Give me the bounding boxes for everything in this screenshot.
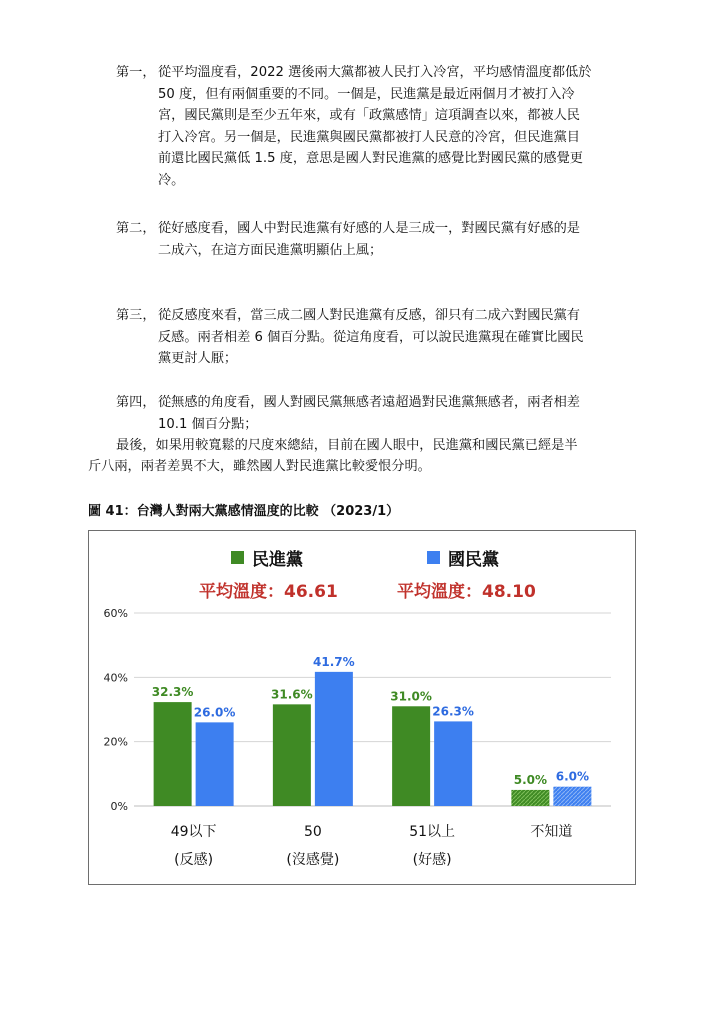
text-line: 10.1 個百分點；	[158, 416, 258, 432]
y-tick-label: 40%	[103, 671, 128, 685]
x-tick-sublabel: (沒感覺)	[286, 852, 340, 868]
y-tick-label: 60%	[103, 607, 128, 620]
x-tick-label: 50	[303, 824, 322, 840]
paragraph-lead: 第三，	[116, 308, 156, 323]
bar-chart	[89, 531, 635, 884]
bar	[273, 704, 311, 806]
paragraph-1	[116, 62, 636, 192]
figure-caption: 圖 41：台灣人對兩大黨感情溫度的比較 （2023/1）	[88, 504, 400, 519]
bar	[154, 702, 192, 806]
data-label: 41.7%	[313, 654, 355, 669]
bar	[511, 790, 549, 806]
paragraph-lead: 第二，	[116, 221, 156, 236]
paragraph-4	[116, 392, 636, 436]
x-tick-sublabel: (反感)	[174, 852, 214, 868]
paragraph-lead: 第四，	[116, 395, 156, 410]
closing-line-1: 最後，如果用較寬鬆的尺度來總結，目前在國人眼中，民進黨和國民黨已經是半	[116, 438, 578, 453]
chart-frame	[88, 530, 636, 885]
data-label: 31.6%	[271, 687, 313, 702]
legend-label: 國民黨	[448, 550, 499, 570]
data-label: 32.3%	[151, 685, 194, 700]
legend-label: 民進黨	[252, 550, 303, 570]
bar	[434, 721, 472, 806]
data-label: 26.3%	[432, 704, 474, 719]
bar	[315, 672, 353, 806]
paragraph-lead: 第一，	[116, 65, 156, 80]
text-line: 從平均溫度看，2022 選後兩大黨都被人民打入冷宮，平均感情溫度都低於	[158, 65, 592, 80]
y-tick-label: 20%	[103, 735, 128, 749]
bar	[392, 706, 430, 806]
text-line: 從無感的角度看，國人對國民黨無感者遠超過對民進黨無感者，兩者相差	[158, 395, 580, 410]
paragraph-2	[116, 218, 636, 262]
data-label: 31.0%	[390, 689, 432, 704]
text-line: 冷。	[158, 172, 185, 188]
bar	[196, 722, 234, 806]
x-tick-label: 49以下	[170, 824, 217, 840]
x-tick-label: 51以上	[409, 824, 456, 840]
text-line: 打入冷宮。另一個是，民進黨與國民黨都被打人民意的冷宮，但民進黨目	[158, 129, 580, 145]
text-line: 前還比國民黨低 1.5 度，意思是國人對民進黨的感覺比對國民黨的感覺更	[158, 151, 583, 166]
average-dpp: 平均溫度：46.61	[199, 582, 338, 602]
data-label: 6.0%	[555, 769, 590, 784]
bar	[553, 787, 591, 806]
data-label: 5.0%	[513, 772, 548, 787]
average-kmt: 平均溫度：48.10	[397, 582, 536, 602]
x-tick-label: 不知道	[530, 824, 573, 840]
text-line: 宮，國民黨則是至少五年來，或有「政黨感情」這項調查以來，都被人民	[158, 108, 580, 123]
text-line: 黨更討人厭；	[158, 351, 238, 366]
paragraph-3	[116, 305, 636, 371]
x-tick-sublabel: (好感)	[412, 852, 452, 868]
text-line: 從反感度來看，當三成二國人對民進黨有反感，卻只有二成六對國民黨有	[158, 308, 580, 323]
text-line: 50 度，但有兩個重要的不同。一個是，民進黨是最近兩個月才被打入冷	[158, 86, 575, 102]
text-line: 反感。兩者相差 6 個百分點。從這角度看，可以說民進黨現在確實比國民	[158, 329, 584, 345]
data-label: 26.0%	[193, 705, 236, 720]
text-line: 從好感度看，國人中對民進黨有好感的人是三成一，對國民黨有好感的是	[158, 221, 580, 236]
text-line: 二成六，在這方面民進黨明顯佔上風；	[158, 242, 383, 258]
y-tick-label: 0%	[110, 800, 128, 813]
closing-line-2: 斤八兩，兩者差異不大，雖然國人對民進黨比較愛恨分明。	[88, 459, 431, 474]
